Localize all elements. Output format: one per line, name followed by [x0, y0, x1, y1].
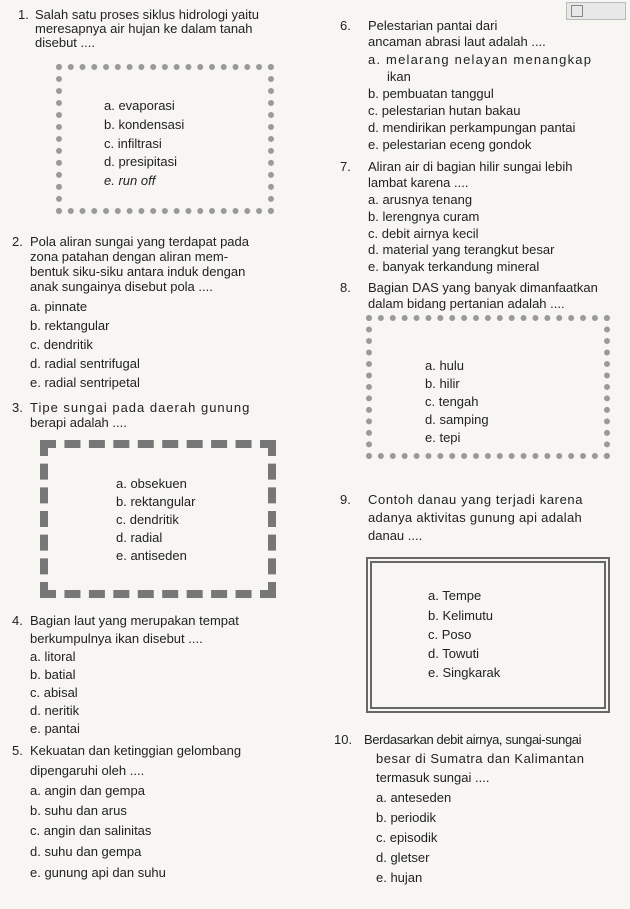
- q3-stem-2: berapi adalah ....: [30, 415, 127, 430]
- q2-stem-1: Pola aliran sungai yang terdapat pada: [30, 234, 249, 249]
- q8-option-a[interactable]: a. hulu: [425, 358, 465, 373]
- q10-stem-3: termasuk sungai ....: [376, 770, 490, 785]
- q2-option-a[interactable]: a. pinnate: [30, 299, 88, 314]
- q10-stem-1: Berdasarkan debit airnya, sungai-sungai: [364, 732, 582, 747]
- q5-option-e[interactable]: e. gunung api dan suhu: [30, 865, 166, 880]
- q6-option-a-cont: ikan: [387, 69, 411, 84]
- q3-option-c[interactable]: c. dendritik: [116, 512, 179, 527]
- q5-option-a[interactable]: a. angin dan gempa: [30, 783, 145, 798]
- q8-option-c[interactable]: c. tengah: [425, 394, 479, 409]
- q6-number: 6.: [340, 18, 351, 33]
- q3-stem-1: Tipe sungai pada daerah gunung: [30, 400, 251, 415]
- q7-option-d[interactable]: d. material yang terangkut besar: [368, 242, 555, 257]
- q4-option-b[interactable]: b. batial: [30, 667, 76, 682]
- q5-stem-1: Kekuatan dan ketinggian gelombang: [30, 743, 242, 758]
- q6-option-b[interactable]: b. pembuatan tanggul: [368, 86, 494, 101]
- q4-number: 4.: [12, 613, 23, 628]
- q10-option-e[interactable]: e. hujan: [376, 870, 423, 885]
- q10-option-d[interactable]: d. gletser: [376, 850, 430, 865]
- q1-option-a[interactable]: a. evaporasi: [104, 98, 175, 113]
- q6-option-c[interactable]: c. pelestarian hutan bakau: [368, 103, 521, 118]
- q7-stem-1: Aliran air di bagian hilir sungai lebih: [368, 159, 573, 174]
- q7-option-c[interactable]: c. debit airnya kecil: [368, 226, 479, 241]
- q2-number: 2.: [12, 234, 23, 249]
- q3-number: 3.: [12, 400, 23, 415]
- q4-stem-2: berkumpulnya ikan disebut ....: [30, 631, 203, 646]
- q8-option-e[interactable]: e. tepi: [425, 430, 461, 445]
- q3-option-d[interactable]: d. radial: [116, 530, 163, 545]
- q3-option-e[interactable]: e. antiseden: [116, 548, 187, 563]
- q1-number: 1.: [18, 7, 29, 22]
- q7-stem-2: lambat karena ....: [368, 175, 469, 190]
- stamp-logo: [566, 2, 626, 20]
- q5-stem-2: dipengaruhi oleh ....: [30, 763, 145, 778]
- q5-option-c[interactable]: c. angin dan salinitas: [30, 823, 152, 838]
- q1-stem-1: Salah satu proses siklus hidrologi yaitu: [35, 7, 260, 22]
- q7-number: 7.: [340, 159, 351, 174]
- q7-option-b[interactable]: b. lerengnya curam: [368, 209, 480, 224]
- q4-option-e[interactable]: e. pantai: [30, 721, 80, 736]
- q6-option-a[interactable]: a. melarang nelayan menangkap: [368, 52, 593, 67]
- q2-option-e[interactable]: e. radial sentripetal: [30, 375, 140, 390]
- q9-option-d[interactable]: d. Towuti: [428, 646, 480, 661]
- q9-stem-3: danau ....: [368, 528, 423, 543]
- q3-option-b[interactable]: b. rektangular: [116, 494, 196, 509]
- q8-stem-2: dalam bidang pertanian adalah ....: [368, 296, 565, 311]
- q9-option-b[interactable]: b. Kelimutu: [428, 608, 494, 623]
- q9-option-e[interactable]: e. Singkarak: [428, 665, 501, 680]
- q6-stem-2: ancaman abrasi laut adalah ....: [368, 34, 546, 49]
- q1-options-frame: [56, 64, 274, 214]
- q4-option-d[interactable]: d. neritik: [30, 703, 80, 718]
- q1-stem-2: meresapnya air hujan ke dalam tanah: [35, 21, 253, 36]
- q9-options-frame: [366, 557, 610, 713]
- q5-number: 5.: [12, 743, 23, 758]
- q6-option-e[interactable]: e. pelestarian eceng gondok: [368, 137, 532, 152]
- q10-option-b[interactable]: b. periodik: [376, 810, 436, 825]
- q10-stem-2: besar di Sumatra dan Kalimantan: [376, 751, 585, 766]
- q4-stem-1: Bagian laut yang merupakan tempat: [30, 613, 239, 628]
- q1-option-e[interactable]: e. run off: [104, 173, 156, 188]
- q6-stem-1: Pelestarian pantai dari: [368, 18, 498, 33]
- q4-option-c[interactable]: c. abisal: [30, 685, 78, 700]
- q4-option-a[interactable]: a. litoral: [30, 649, 76, 664]
- q2-option-c[interactable]: c. dendritik: [30, 337, 93, 352]
- q9-option-c[interactable]: c. Poso: [428, 627, 472, 642]
- q2-stem-3: bentuk siku-siku antara induk dengan: [30, 264, 246, 279]
- q9-option-a[interactable]: a. Tempe: [428, 588, 482, 603]
- q9-number: 9.: [340, 492, 351, 507]
- q8-option-b[interactable]: b. hilir: [425, 376, 460, 391]
- q10-number: 10.: [334, 732, 353, 747]
- q1-option-c[interactable]: c. infiltrasi: [104, 136, 162, 151]
- q5-option-b[interactable]: b. suhu dan arus: [30, 803, 127, 818]
- q9-stem-1: Contoh danau yang terjadi karena: [368, 492, 584, 507]
- q8-options-frame: [366, 315, 610, 459]
- q10-option-c[interactable]: c. episodik: [376, 830, 438, 845]
- q5-option-d[interactable]: d. suhu dan gempa: [30, 844, 142, 859]
- q8-option-d[interactable]: d. samping: [425, 412, 489, 427]
- q3-option-a[interactable]: a. obsekuen: [116, 476, 187, 491]
- q1-stem-3: disebut ....: [35, 35, 95, 50]
- q6-option-d[interactable]: d. mendirikan perkampungan pantai: [368, 120, 576, 135]
- q2-option-d[interactable]: d. radial sentrifugal: [30, 356, 140, 371]
- q7-option-a[interactable]: a. arusnya tenang: [368, 192, 473, 207]
- q2-stem-4: anak sungainya disebut pola ....: [30, 279, 213, 294]
- q1-option-d[interactable]: d. presipitasi: [104, 154, 177, 169]
- q7-option-e[interactable]: e. banyak terkandung mineral: [368, 259, 540, 274]
- q2-option-b[interactable]: b. rektangular: [30, 318, 110, 333]
- q1-option-b[interactable]: b. kondensasi: [104, 117, 185, 132]
- q8-number: 8.: [340, 280, 351, 295]
- q10-option-a[interactable]: a. anteseden: [376, 790, 452, 805]
- q9-stem-2: adanya aktivitas gunung api adalah: [368, 510, 583, 525]
- q8-stem-1: Bagian DAS yang banyak dimanfaatkan: [368, 280, 598, 295]
- q2-stem-2: zona patahan dengan aliran mem-: [30, 249, 229, 264]
